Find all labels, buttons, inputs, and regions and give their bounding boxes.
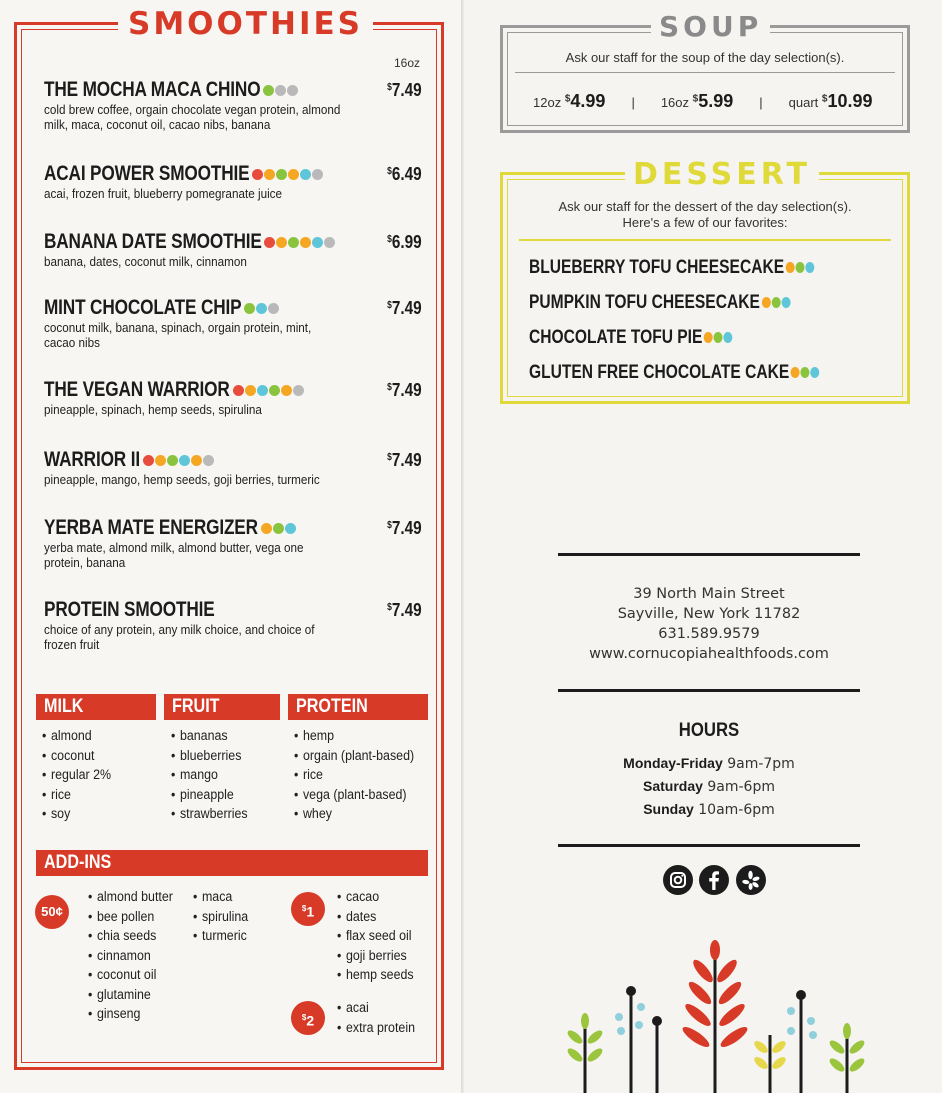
smoothie-name: THE MOCHA MACA CHINO: [44, 78, 261, 101]
hours-list: [558, 752, 860, 821]
list-item: • soy: [42, 804, 111, 824]
list-item: • vega (plant-based): [294, 785, 414, 805]
diet-icon: [300, 237, 311, 248]
diet-icon: [312, 237, 323, 248]
smoothie-name: ACAI POWER SMOOTHIE: [44, 162, 250, 185]
list-item: • coconut oil: [88, 965, 173, 985]
hours-title: HOURS: [678, 720, 740, 741]
address-line-2: Sayville, New York 11782: [617, 606, 801, 622]
smoothie-price: $7.49: [387, 600, 422, 620]
dessert-item: BLUEBERRY TOFU CHEESECAKE: [529, 257, 815, 279]
list-item: • ginseng: [88, 1004, 173, 1024]
smoothie-description: acai, frozen fruit, blueberry pomegranate juice: [44, 186, 283, 201]
website-link[interactable]: www.cornucopiahealthfoods.com: [589, 646, 829, 662]
diet-icon: [275, 85, 286, 96]
diet-icon: [203, 455, 214, 466]
smoothie-description: pineapple, spinach, hemp seeds, spirulina: [44, 402, 262, 417]
smoothie-price: $6.99: [387, 232, 422, 252]
list-item: • pineapple: [171, 785, 248, 805]
addins-50-list: [88, 887, 180, 1024]
addins-1-list: [337, 887, 420, 985]
diet-icon: [285, 523, 296, 534]
diet-icon: [155, 455, 166, 466]
addins-header: ADD-INS: [36, 850, 428, 876]
smoothie-price: $7.49: [387, 518, 422, 538]
smoothie-price: $7.49: [387, 80, 422, 100]
smoothie-price: $7.49: [387, 450, 422, 470]
list-item: • regular 2%: [42, 765, 111, 785]
smoothie-price: $6.49: [387, 164, 422, 184]
hours-row: Sunday 10am-6pm: [643, 801, 775, 818]
soup-note: Ask our staff for the soup of the day selection(s).: [565, 50, 845, 65]
list-item: • strawberries: [171, 804, 248, 824]
list-item: • dates: [337, 907, 414, 927]
list-item: • cacao: [337, 887, 414, 907]
list-item: • blueberries: [171, 746, 248, 766]
smoothie-description: banana, dates, coconut milk, cinnamon: [44, 254, 247, 269]
diet-icon: [273, 523, 284, 534]
hours-row: Monday-Friday 9am-7pm: [623, 755, 795, 772]
diet-icon: [264, 169, 275, 180]
smoothie-description: cold brew coffee, orgain chocolate vegan protein, almond milk, maca, coconut oil, cacao nibs, banana: [44, 102, 341, 132]
milk-list: [42, 726, 117, 824]
diet-icon: [293, 385, 304, 396]
smoothie-item: [44, 78, 434, 132]
list-item: • glutamine: [88, 985, 173, 1005]
menu-fold: [461, 0, 464, 1093]
list-item: • acai: [337, 998, 415, 1018]
smoothies-title: SMOOTHIES: [118, 6, 373, 42]
smoothie-description: yerba mate, almond milk, almond butter, vega one protein, banana: [44, 540, 304, 570]
currency-sign: $: [301, 904, 307, 913]
diet-icon: [264, 237, 275, 248]
botanical-decoration-icon: [555, 935, 875, 1093]
phone-number[interactable]: 631.589.9579: [658, 626, 760, 642]
protein-list: [294, 726, 425, 824]
addins-2-list: [337, 998, 422, 1037]
soup-box: [500, 10, 910, 133]
soup-size-price: 12oz $4.99: [533, 91, 606, 111]
list-item: • bananas: [171, 726, 248, 746]
smoothie-description: choice of any protein, any milk choice, and choice of frozen fruit: [44, 622, 315, 652]
soup-title: SOUP: [651, 11, 770, 43]
diet-icon: [268, 303, 279, 314]
diet-icon: [244, 303, 255, 314]
diet-icon: [257, 385, 268, 396]
diet-icon: [233, 385, 244, 396]
addins-50-list-2: [193, 887, 253, 946]
smoothie-name: WARRIOR II: [44, 448, 140, 471]
soup-size-price: quart $10.99: [788, 91, 873, 111]
contact-info: [558, 584, 860, 664]
list-item: • goji berries: [337, 946, 414, 966]
facebook-icon[interactable]: [699, 865, 729, 895]
smoothie-price: $7.49: [387, 380, 422, 400]
list-item: • flax seed oil: [337, 926, 414, 946]
smoothie-name: BANANA DATE SMOOTHIE: [44, 230, 262, 253]
diet-icon: [269, 385, 280, 396]
smoothie-price: $7.49: [387, 298, 422, 318]
diet-icon: [281, 385, 292, 396]
list-item: • spirulina: [193, 907, 248, 927]
price-separator: |: [759, 95, 763, 110]
diet-icon: [245, 385, 256, 396]
list-item: • hemp: [294, 726, 414, 746]
smoothie-item: [44, 162, 434, 201]
instagram-icon[interactable]: [663, 865, 693, 895]
list-item: • coconut: [42, 746, 111, 766]
soup-divider: [515, 72, 895, 73]
smoothie-item: [44, 296, 434, 350]
milk-header: MILK: [36, 694, 156, 720]
yelp-icon[interactable]: [736, 865, 766, 895]
list-item: • whey: [294, 804, 414, 824]
soup-size-price: 16oz $5.99: [660, 91, 734, 111]
smoothie-description: pineapple, mango, hemp seeds, goji berries, turmeric: [44, 472, 320, 487]
diet-icon: [276, 169, 287, 180]
diet-icon: [252, 169, 263, 180]
price-separator: |: [631, 95, 635, 110]
diet-icon: [191, 455, 202, 466]
smoothie-name: MINT CHOCOLATE CHIP: [44, 296, 242, 319]
list-item: • almond: [42, 726, 111, 746]
list-item: • orgain (plant-based): [294, 746, 414, 766]
price-badge-2: $2: [291, 1001, 325, 1035]
list-item: • rice: [42, 785, 111, 805]
smoothie-item: [44, 516, 434, 570]
list-item: • hemp seeds: [337, 965, 414, 985]
diet-icon: [324, 237, 335, 248]
diet-icon: [167, 455, 178, 466]
diet-icon: [287, 85, 298, 96]
dessert-title: DESSERT: [625, 158, 819, 192]
dessert-item: CHOCOLATE TOFU PIE: [529, 327, 734, 349]
smoothie-name: THE VEGAN WARRIOR: [44, 378, 230, 401]
diet-icon: [256, 303, 267, 314]
protein-header: PROTEIN: [288, 694, 428, 720]
diet-icon: [143, 455, 154, 466]
dessert-item: GLUTEN FREE CHOCOLATE CAKE: [529, 362, 820, 384]
smoothie-item: [44, 378, 434, 417]
smoothie-name: PROTEIN SMOOTHIE: [44, 598, 215, 621]
smoothie-item: [44, 598, 434, 652]
currency-sign: $: [301, 1013, 307, 1022]
diet-icon: [300, 169, 311, 180]
list-item: • mango: [171, 765, 248, 785]
diet-icon: [288, 169, 299, 180]
list-item: • bee pollen: [88, 907, 173, 927]
diet-icon: [261, 523, 272, 534]
smoothie-description: coconut milk, banana, spinach, orgain protein, mint, cacao nibs: [44, 320, 312, 350]
list-item: • cinnamon: [88, 946, 173, 966]
price-badge-1: $1: [291, 892, 325, 926]
diet-icon: [312, 169, 323, 180]
address-line-1: 39 North Main Street: [633, 586, 785, 602]
list-item: • turmeric: [193, 926, 248, 946]
list-item: • rice: [294, 765, 414, 785]
diet-icon: [263, 85, 274, 96]
list-item: • maca: [193, 887, 248, 907]
size-label: 16oz: [394, 56, 421, 70]
dessert-item: PUMPKIN TOFU CHEESECAKE: [529, 292, 791, 314]
diet-icon: [179, 455, 190, 466]
list-item: • almond butter: [88, 887, 173, 907]
dessert-divider: [519, 239, 891, 241]
divider: [558, 553, 860, 556]
price-badge-50: 50¢: [35, 895, 69, 929]
list-item: • chia seeds: [88, 926, 173, 946]
divider: [558, 844, 860, 847]
fruit-header: FRUIT: [164, 694, 280, 720]
smoothie-item: [44, 448, 434, 487]
soup-prices: [533, 91, 883, 112]
diet-icon: [288, 237, 299, 248]
dessert-note: Ask our staff for the dessert of the day selection(s). Here's a few of our favorites:: [558, 199, 852, 230]
hours-row: Saturday 9am-6pm: [643, 778, 775, 795]
dessert-box: [500, 157, 910, 404]
diet-icon: [276, 237, 287, 248]
smoothie-item: [44, 230, 434, 269]
list-item: • extra protein: [337, 1018, 415, 1038]
fruit-list: [171, 726, 254, 824]
divider: [558, 689, 860, 692]
smoothie-name: YERBA MATE ENERGIZER: [44, 516, 258, 539]
